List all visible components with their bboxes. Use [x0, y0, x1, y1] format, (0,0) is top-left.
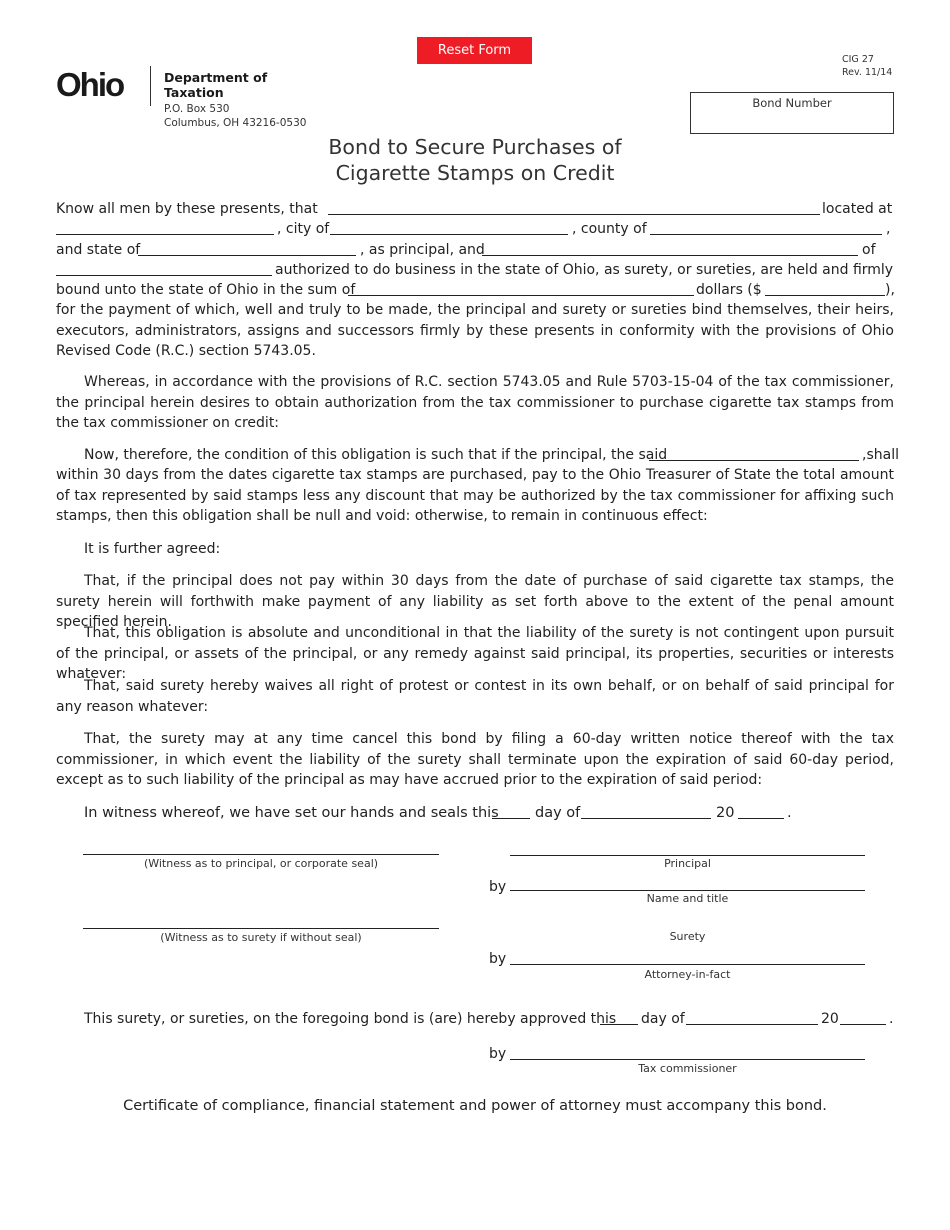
dollars-close-text: ),	[885, 282, 895, 298]
city-of-text: , city of	[277, 221, 330, 237]
footer-note: Certificate of compliance, financial statement and power of attorney must accompany this bond.	[123, 1098, 827, 1114]
witness-surety-line[interactable]	[83, 928, 439, 929]
approval-day-field[interactable]	[600, 1024, 638, 1025]
surety-location-field[interactable]	[56, 275, 272, 276]
now-shall-text: ,shall	[862, 447, 899, 463]
by-label-surety: by	[489, 951, 507, 967]
page-title	[0, 134, 950, 186]
attorney-label: Attorney-in-fact	[644, 968, 731, 981]
whereas-paragraph: Whereas, in accordance with the provisions of R.C. section 5743.05 and Rule 5703-15-04 of the tax commissioner, the principal herein desires to obtain authorization from the tax commissioner to purchase cigarette tax stamps from the tax commissioner on credit:	[56, 374, 894, 431]
form-revision: Rev. 11/14	[842, 67, 893, 78]
tax-commissioner-line[interactable]	[510, 1059, 865, 1060]
paragraph-2: That, this obligation is absolute and unconditional in that the liability of the surety is not contingent upon pursuit of the principal, or assets of the principal, or any remedy against said principal, its properties, securities or interests whatever:	[56, 625, 894, 682]
state-of-text: and state of	[56, 242, 141, 258]
ohio-logo: Ohio	[56, 66, 124, 103]
approval-year-field[interactable]	[840, 1024, 886, 1025]
witness-surety-label: (Witness as to surety if without seal)	[160, 931, 362, 944]
witness-principal-label: (Witness as to principal, or corporate seal)	[143, 857, 379, 870]
witness-day-of-text: day of	[535, 805, 581, 821]
comma-text: ,	[886, 221, 891, 237]
form-id	[842, 53, 892, 79]
witness-day-field[interactable]	[492, 818, 530, 819]
state-field[interactable]	[138, 255, 356, 256]
sum-amount-field[interactable]	[765, 295, 885, 296]
principal-said-field[interactable]	[649, 460, 859, 461]
surety-line[interactable]	[510, 928, 865, 929]
department-name	[164, 70, 267, 100]
by-label-principal: by	[489, 879, 507, 895]
sum-words-field[interactable]	[348, 295, 694, 296]
located-at-text: located at	[822, 201, 893, 217]
witness-month-field[interactable]	[581, 818, 711, 819]
as-principal-text: , as principal, and	[360, 242, 485, 258]
department-line2: Taxation	[164, 85, 224, 100]
city-field[interactable]	[330, 234, 568, 235]
further-agreed: It is further agreed:	[84, 541, 221, 557]
department-address	[164, 102, 306, 130]
approval-month-field[interactable]	[686, 1024, 818, 1025]
approval-day-of-text: day of	[641, 1011, 685, 1027]
approval-period: .	[889, 1011, 894, 1027]
principal-line[interactable]	[510, 855, 865, 856]
bound-unto-text: bound unto the state of Ohio in the sum of	[56, 282, 356, 298]
title-line2: Cigarette Stamps on Credit	[335, 161, 615, 185]
principal-label: Principal	[664, 857, 711, 870]
paragraph-3: That, said surety hereby waives all right of protest or contest in its own behalf, or on behalf of said principal for any reason whatever:	[56, 678, 894, 715]
reset-form-button[interactable]: Reset Form	[417, 37, 532, 64]
witness-principal-line[interactable]	[83, 854, 439, 855]
witness-year-prefix: 20	[716, 805, 735, 821]
now-lead-text: Now, therefore, the condition of this obligation is such that if the principal, the said	[84, 447, 668, 463]
approval-year-prefix: 20	[821, 1011, 839, 1027]
county-of-text: , county of	[572, 221, 647, 237]
principal-name-title-line[interactable]	[510, 890, 865, 891]
know-all-text: Know all men by these presents, that	[56, 201, 318, 217]
name-title-label: Name and title	[646, 892, 729, 905]
bond-number-input[interactable]	[695, 111, 889, 131]
po-box: P.O. Box 530	[164, 103, 230, 115]
authorized-text: authorized to do business in the state of Ohio, as surety, or sureties, are held and firmly	[275, 262, 894, 278]
of-text: of	[862, 242, 876, 258]
city-zip: Columbus, OH 43216-0530	[164, 117, 307, 129]
paragraph-1: That, if the principal does not pay within 30 days from the date of purchase of said cigarette tax stamps, the surety herein will forthwith make payment of any liability as set forth above to the extent of the penal amount specified herein.	[56, 573, 894, 630]
tax-commissioner-label: Tax commissioner	[638, 1062, 737, 1075]
opening-rest: for the payment of which, well and truly to be made, the principal and surety or sureties bind themselves, their heirs, executors, administrators, assigns and successors firmly by these presents in conformity with the provisions of Ohio Revised Code (R.C.) section 5743.05.	[56, 302, 894, 359]
paragraph-4: That, the surety may at any time cancel this bond by filing a 60-day written notice thereof with the tax commissioner, in which event the liability of the surety shall terminate upon the expiration of said 60-day period, except as to such liability of the principal as may have accrued prior to the expiration of said period:	[56, 731, 894, 788]
witness-year-field[interactable]	[738, 818, 784, 819]
form-code: CIG 27	[842, 54, 874, 65]
attorney-line[interactable]	[510, 964, 865, 965]
by-label-commissioner: by	[489, 1046, 507, 1062]
principal-name-field[interactable]	[328, 214, 820, 215]
title-line1: Bond to Secure Purchases of	[328, 135, 622, 159]
county-field[interactable]	[650, 234, 882, 235]
bond-number-box	[690, 92, 894, 134]
street-address-field[interactable]	[56, 234, 274, 235]
department-line1: Department of	[164, 70, 268, 85]
surety-label: Surety	[669, 930, 706, 943]
witness-period: .	[787, 805, 792, 821]
logo-divider	[150, 66, 151, 106]
surety-name-field[interactable]	[482, 255, 858, 256]
bond-number-label: Bond Number	[752, 96, 832, 110]
now-rest: within 30 days from the dates cigarette tax stamps are purchased, pay to the Ohio Treasurer of State the total amount of tax represented by said stamps less any discount that may be authorized by the tax commissioner for affixing such stamps, then this obligation shall be null and void: otherwise, to remain in continuous effect:	[56, 467, 894, 524]
witness-lead-text: In witness whereof, we have set our hands and seals this	[84, 805, 499, 821]
dollars-text: dollars ($	[696, 282, 762, 298]
approval-lead-text: This surety, or sureties, on the foregoing bond is (are) hereby approved this	[84, 1011, 617, 1027]
